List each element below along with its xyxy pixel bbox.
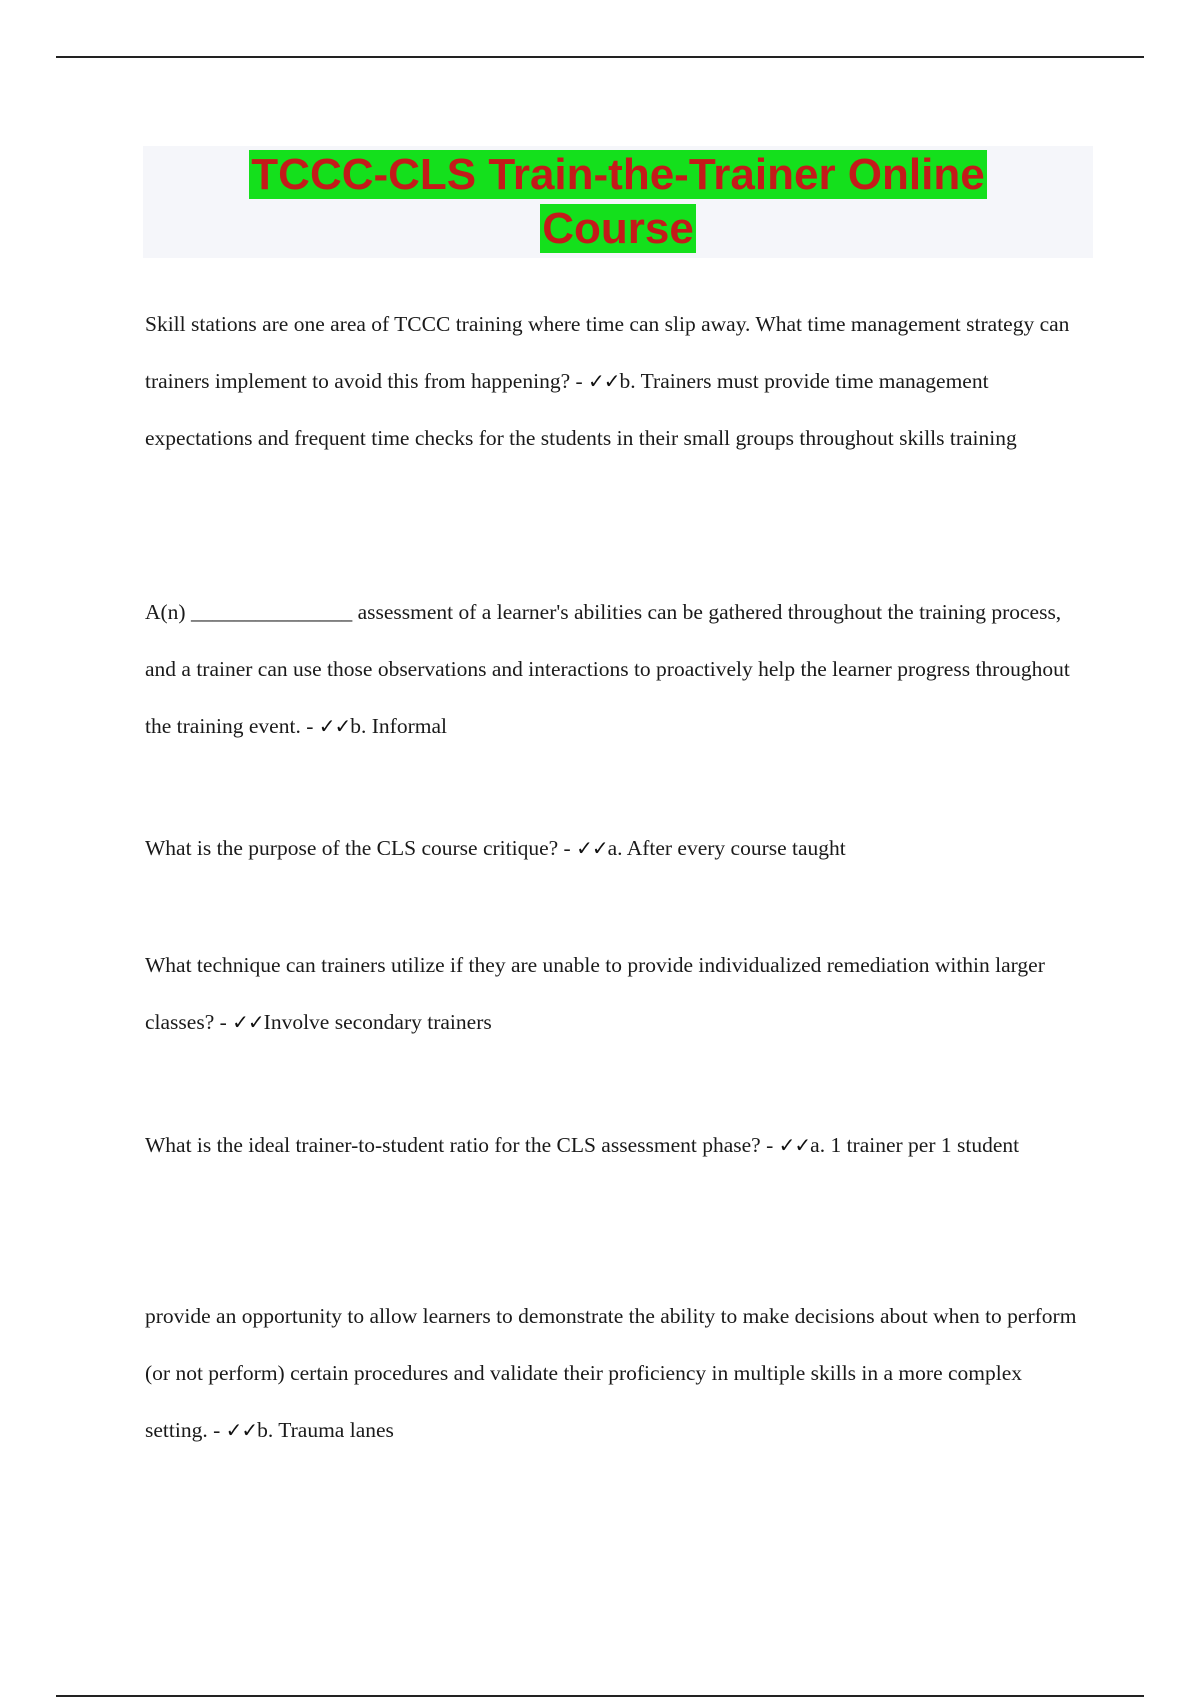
title-line-2: Course (542, 204, 694, 253)
double-check-icon: ✓✓ (232, 1010, 264, 1034)
answer-text: b. Trainers must provide time management expectations and frequent time checks for the students in their small groups throughout skills training (145, 369, 1017, 450)
answer-text: b. Trauma lanes (257, 1418, 394, 1442)
title-text (143, 146, 1093, 256)
question-text: What is the purpose of the CLS course critique? - (145, 836, 577, 860)
double-check-icon: ✓✓ (318, 714, 351, 738)
double-check-icon: ✓✓ (225, 1418, 258, 1442)
question-text: A(n) _______________ assessment of a learner's abilities can be gathered throughout the training process, and a trainer can use those observations and interactions to proactively help the learner progress throughout the training event. - (145, 600, 1070, 738)
double-check-icon: ✓✓ (778, 1133, 811, 1157)
question-text: What technique can trainers utilize if they are unable to provide individualized remediation within larger classes? - (145, 953, 1045, 1034)
bottom-divider (56, 1695, 1144, 1697)
question-text: What is the ideal trainer-to-student ratio for the CLS assessment phase? - (145, 1133, 779, 1157)
qa-item-3 (145, 820, 1090, 877)
double-check-icon: ✓✓ (576, 836, 608, 860)
title-line-1: TCCC-CLS Train-the-Trainer Online (251, 150, 985, 199)
question-text: Skill stations are one area of TCCC training where time can slip away. What time management strategy can trainers implement to avoid this from happening? - (145, 312, 1070, 393)
top-divider (56, 56, 1144, 58)
question-text: provide an opportunity to allow learners to demonstrate the ability to make decisions about when to perform (or not perform) certain procedures and validate their proficiency in multiple skills in a more complex setting. - (145, 1304, 1077, 1442)
qa-item-1 (145, 296, 1090, 467)
qa-item-5 (145, 1117, 1090, 1174)
answer-text: b. Informal (350, 714, 447, 738)
document-title (143, 146, 1093, 258)
qa-item-2 (145, 584, 1090, 755)
answer-text: a. After every course taught (607, 836, 846, 860)
qa-item-4 (145, 937, 1090, 1051)
answer-text: Involve secondary trainers (263, 1010, 492, 1034)
qa-item-6 (145, 1288, 1090, 1459)
double-check-icon: ✓✓ (588, 369, 620, 393)
answer-text: a. 1 trainer per 1 student (810, 1133, 1020, 1157)
